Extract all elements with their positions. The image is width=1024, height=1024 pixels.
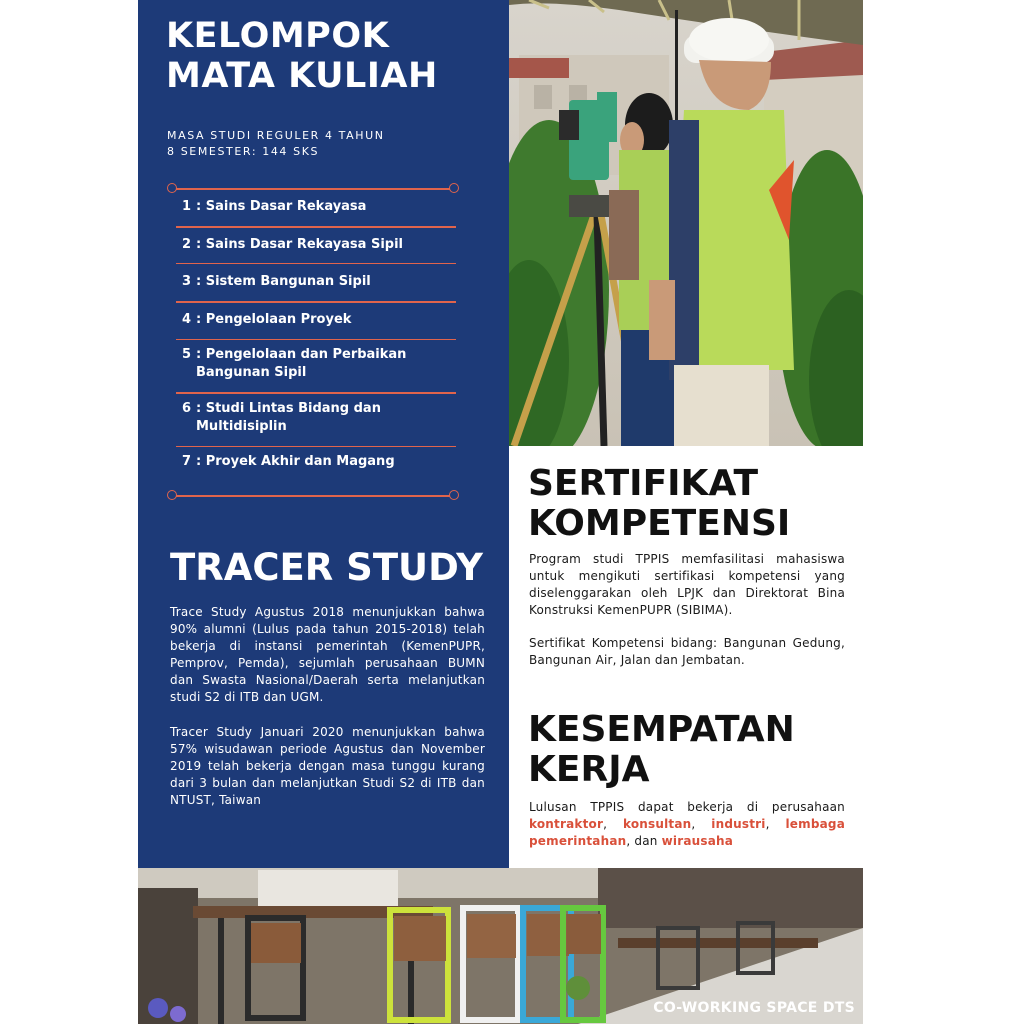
brochure-page bbox=[138, 0, 863, 1024]
course-number: 4 bbox=[182, 311, 192, 327]
sertifikat-heading bbox=[528, 464, 790, 544]
mata-kuliah-title bbox=[166, 16, 438, 96]
kesempatan-conjunction: , dan bbox=[626, 834, 658, 848]
tracer-paragraph-2: Tracer Study Januari 2020 menunjukkan bahwa 57% wisudawan periode Agustus dan November 2019 telah bekerja dengan masa tunggu kurang dari 3 bulan dan melanjutkan Studi S2 di ITB dan NTUST, Taiwan bbox=[170, 725, 485, 807]
tracer-study-heading: TRACER STUDY bbox=[170, 546, 483, 589]
title-line-2: MATA KULIAH bbox=[166, 56, 438, 96]
sertifikat-paragraph-1: Program studi TPPIS memfasilitasi mahasiswa untuk mengikuti sertifikasi kompetensi yang diselenggarakan oleh LPJK dan Direktorat Bina Konstruksi KemenPUPR (SIBIMA). bbox=[529, 552, 845, 617]
course-divider bbox=[176, 339, 456, 341]
course-item bbox=[176, 198, 456, 216]
coworking-caption: CO-WORKING SPACE DTS bbox=[653, 1000, 855, 1016]
course-label: : Pengelolaan Proyek bbox=[196, 311, 352, 327]
job-wirausaha: wirausaha bbox=[661, 834, 734, 848]
title-line-1: KELOMPOK bbox=[166, 16, 390, 56]
tracer-paragraph-1: Trace Study Agustus 2018 menunjukkan bahwa 90% alumni (Lulus pada tahun 2015-2018) telah bekerja di instansi pemerintah (KemenPUPR, Pemprov, Pemda), sejumlah perusahaan BUMN dan Swasta Nasional/Daerah serta melanjutkan studi S2 di ITB dan UGM. bbox=[170, 605, 485, 704]
kesempatan-paragraph: Lulusan TPPIS dapat bekerja di perusahaan kontraktor, konsultan, industri, lembaga pemerintahan, dan wirausaha bbox=[529, 800, 846, 848]
course-label: : Pengelolaan dan Perbaikan Bangunan Sipil bbox=[196, 347, 407, 380]
course-number: 3 bbox=[182, 274, 192, 289]
course-divider bbox=[176, 446, 456, 448]
kesempatan-heading-line-2: KERJA bbox=[528, 749, 650, 790]
left-blue-panel bbox=[138, 0, 509, 868]
course-label: : Sains Dasar Rekayasa Sipil bbox=[196, 236, 404, 252]
survey-students-photo bbox=[509, 0, 863, 446]
sertifikat-heading-line-2: KOMPETENSI bbox=[528, 503, 791, 544]
course-label: : Proyek Akhir dan Magang bbox=[196, 454, 395, 469]
course-divider bbox=[176, 301, 456, 303]
course-item bbox=[176, 400, 456, 436]
subtitle-line-2: 8 SEMESTER: 144 SKS bbox=[167, 145, 320, 158]
coworking-space-photo bbox=[138, 868, 863, 1024]
subtitle-line-1: MASA STUDI REGULER 4 TAHUN bbox=[167, 129, 385, 142]
job-kontraktor: kontraktor bbox=[529, 817, 604, 831]
course-divider bbox=[176, 226, 456, 228]
course-item bbox=[176, 453, 456, 471]
course-label: : Studi Lintas Bidang dan Multidisiplin bbox=[196, 400, 381, 434]
course-number: 7 bbox=[182, 454, 192, 469]
kesempatan-heading bbox=[528, 710, 795, 790]
sertifikat-heading-line-1: SERTIFIKAT bbox=[528, 463, 759, 504]
kesempatan-heading-line-1: KESEMPATAN bbox=[528, 709, 795, 750]
kesempatan-intro: Lulusan TPPIS dapat bekerja di perusahaan bbox=[529, 800, 845, 814]
sertifikat-paragraph-2: Sertifikat Kompetensi bidang: Bangunan Gedung, Bangunan Air, Jalan dan Jembatan. bbox=[529, 636, 845, 667]
job-lembaga-pemerintahan: lembaga pemerintahan bbox=[529, 817, 846, 848]
course-number: 5 bbox=[182, 347, 192, 362]
study-duration bbox=[167, 128, 385, 160]
course-item bbox=[176, 273, 456, 291]
course-number: 1 bbox=[182, 199, 192, 214]
job-industri: industri bbox=[711, 817, 766, 831]
course-number: 2 bbox=[182, 236, 192, 252]
list-bottom-divider bbox=[167, 490, 459, 501]
course-divider bbox=[176, 392, 456, 394]
job-konsultan: konsultan bbox=[622, 817, 692, 831]
course-number: 6 bbox=[182, 400, 192, 416]
course-label: : Sistem Bangunan Sipil bbox=[196, 274, 371, 289]
course-item bbox=[176, 311, 456, 329]
course-list bbox=[176, 192, 456, 471]
course-divider bbox=[176, 263, 456, 265]
course-item bbox=[176, 346, 456, 382]
course-label: : Sains Dasar Rekayasa bbox=[196, 199, 367, 214]
course-item bbox=[176, 236, 456, 254]
